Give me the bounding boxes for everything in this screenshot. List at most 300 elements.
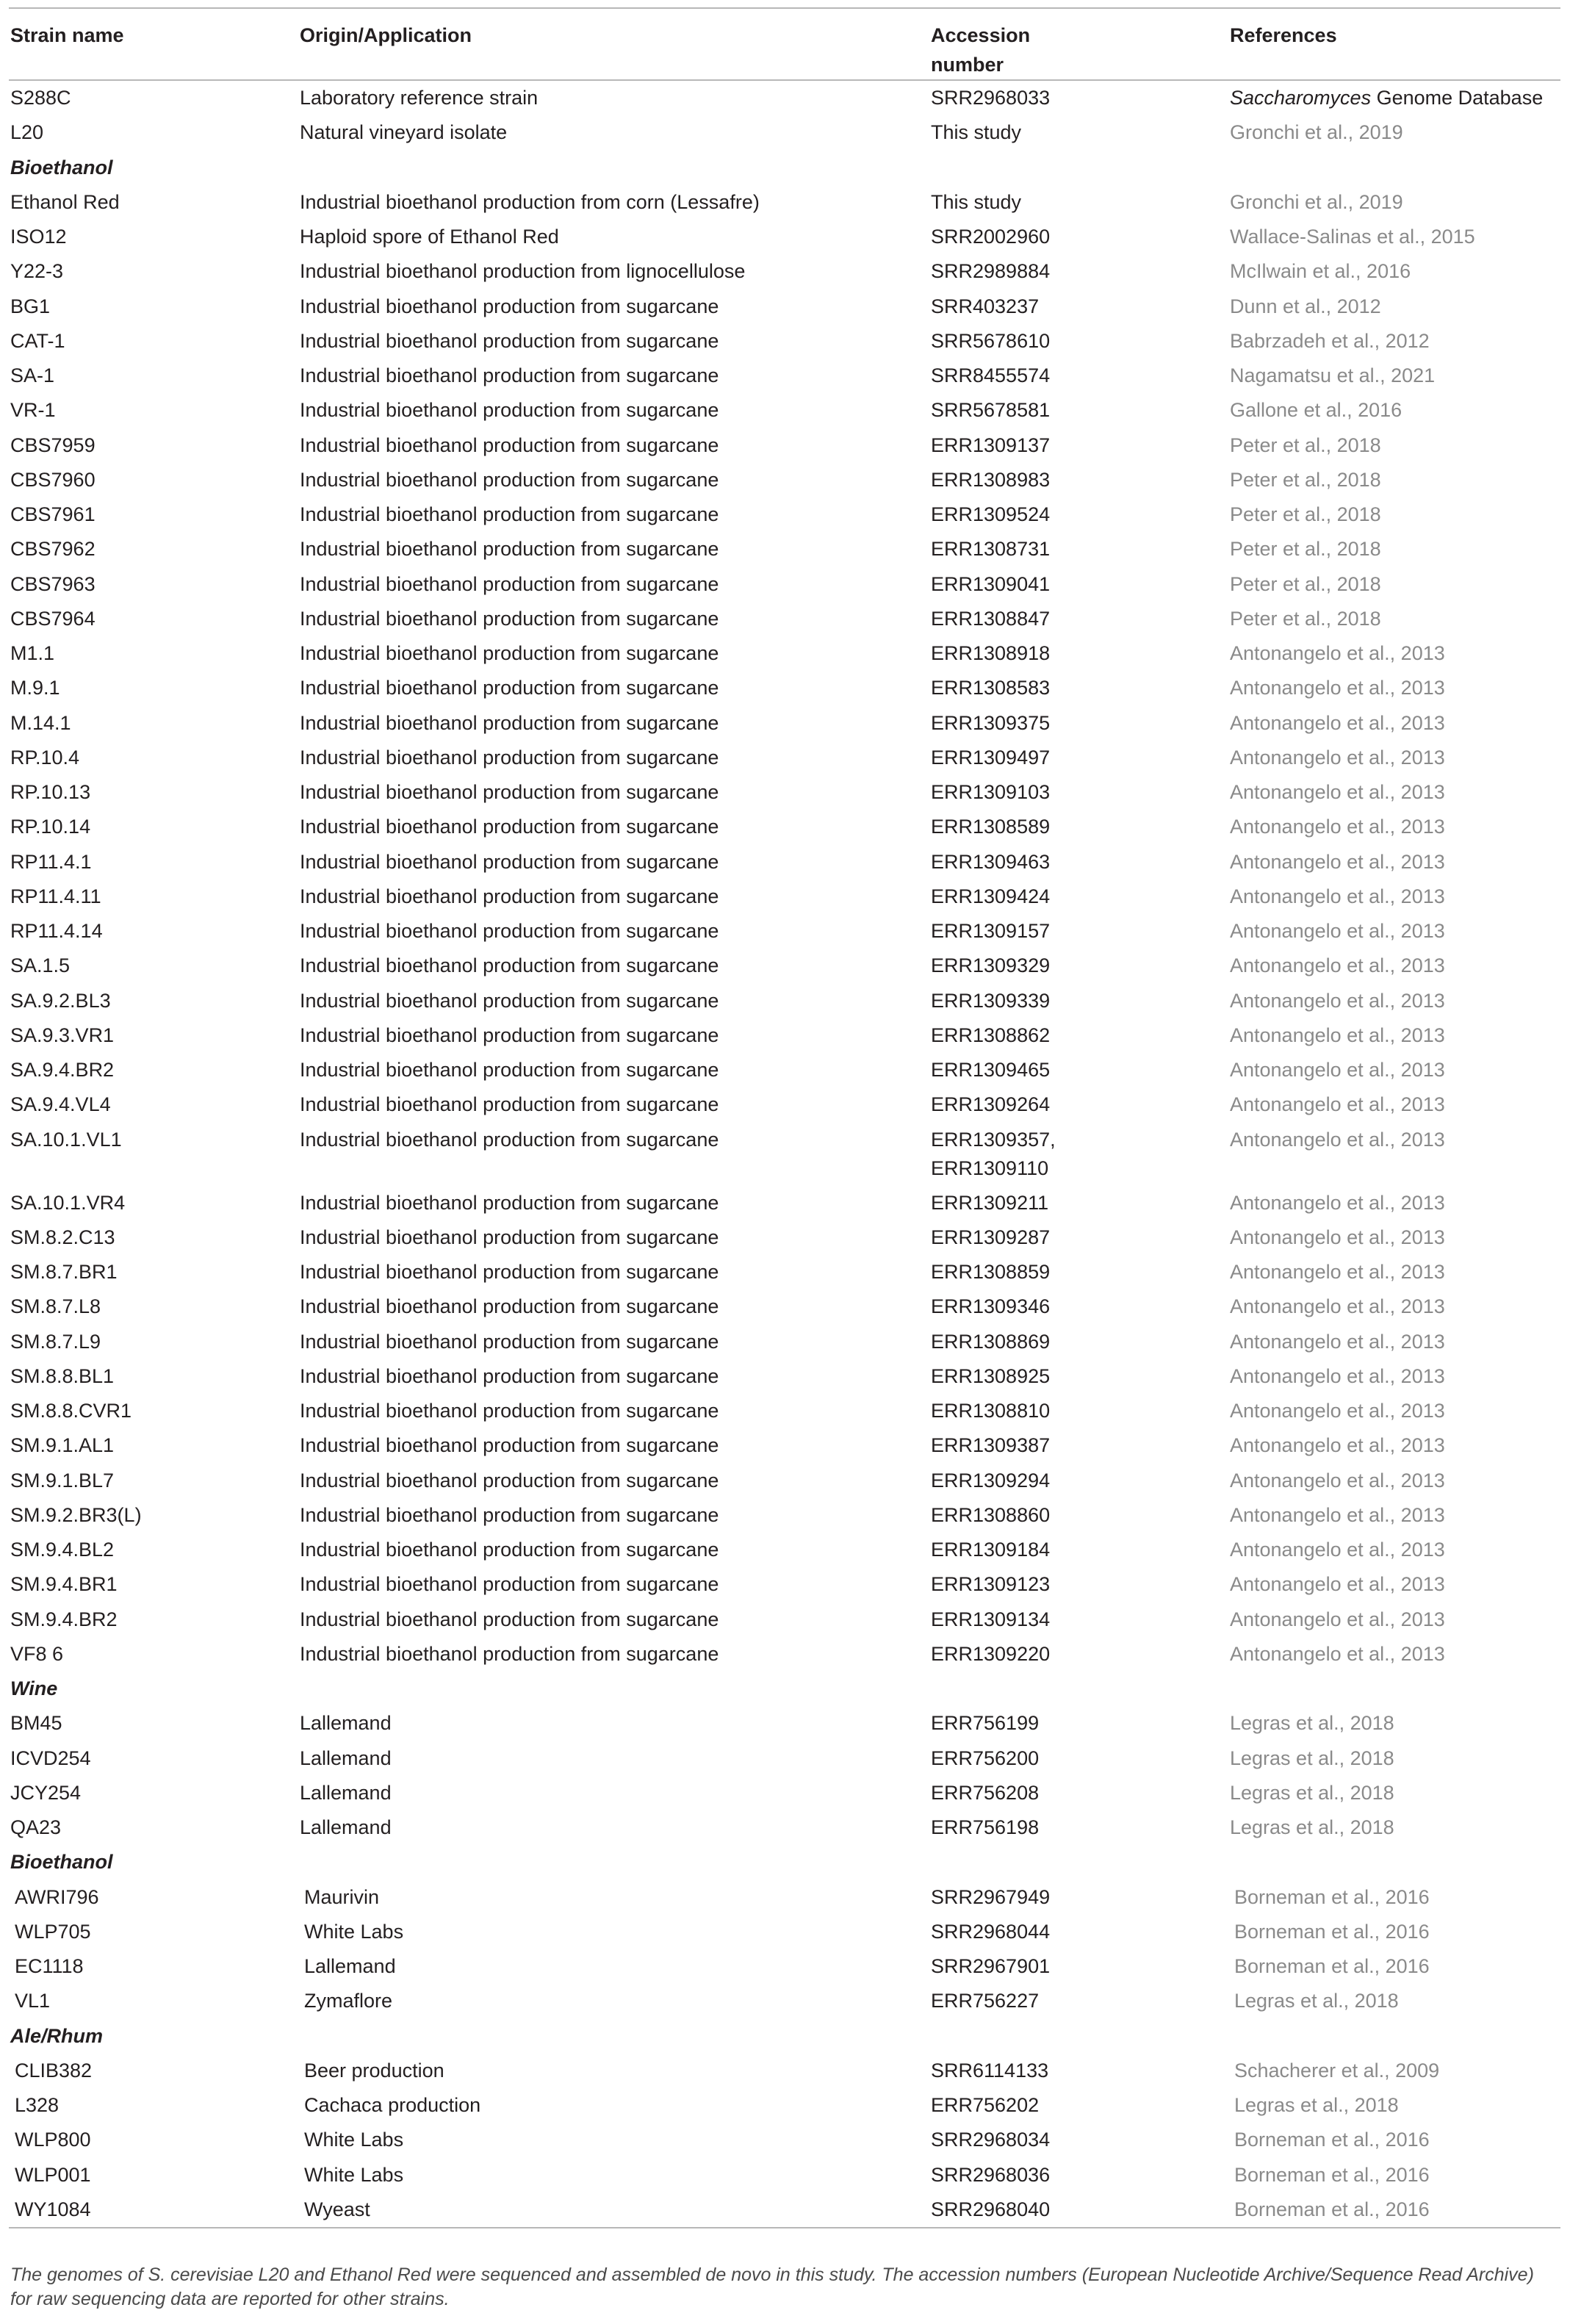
reference-cell: Peter et al., 2018	[1230, 538, 1381, 561]
table-row	[9, 324, 1560, 359]
strain-name-cell: CBS7959	[10, 433, 96, 456]
section-heading-label: Wine	[10, 1677, 58, 1699]
origin-cell: White Labs	[304, 1920, 404, 1943]
strain-name-cell: CBS7963	[10, 572, 96, 595]
strain-name-cell: SM.9.2.BR3(L)	[10, 1503, 142, 1526]
section-heading	[9, 1845, 1560, 1879]
table-row	[9, 671, 1560, 705]
accession-cell: ERR1309264	[931, 1093, 1051, 1116]
accession-cell: SRR2968034	[931, 2129, 1051, 2151]
table-row	[9, 463, 1560, 497]
strain-name-cell: SM.9.4.BL2	[10, 1539, 115, 1561]
reference-cell: Antonangelo et al., 2013	[1230, 954, 1445, 977]
origin-cell: Industrial bioethanol production from corn (Lessafre)	[300, 190, 760, 213]
reference-cell: Antonangelo et al., 2013	[1230, 1226, 1445, 1248]
strain-name-cell: L328	[15, 2094, 60, 2116]
origin-cell: Industrial bioethanol production from sugarcane	[300, 1024, 719, 1046]
accession-cell: This study	[931, 121, 1022, 144]
origin-cell: Industrial bioethanol production from sugarcane	[300, 1226, 719, 1248]
table-bottom-rule	[9, 2227, 1560, 2228]
origin-cell: Industrial bioethanol production from sugarcane	[300, 1261, 719, 1283]
origin-cell: Industrial bioethanol production from sugarcane	[300, 1608, 719, 1630]
accession-cell: ERR1309123	[931, 1573, 1051, 1596]
table-row	[9, 1602, 1560, 1637]
reference-cell: Antonangelo et al., 2013	[1230, 781, 1445, 803]
origin-cell: Lallemand	[304, 1955, 396, 1977]
table-body	[9, 81, 1560, 2227]
strain-name-cell: Ethanol Red	[10, 190, 120, 213]
origin-cell: Industrial bioethanol production from sugarcane	[300, 538, 719, 561]
strain-name-cell: SM.8.8.BL1	[10, 1364, 115, 1387]
section-heading-label: Ale/Rhum	[10, 2024, 104, 2047]
origin-cell: Industrial bioethanol production from sugarcane	[300, 989, 719, 1012]
accession-cell: ERR1309041	[931, 572, 1051, 595]
origin-cell: Industrial bioethanol production from sugarcane	[300, 295, 719, 317]
accession-cell: ERR1309424	[931, 885, 1051, 907]
reference-cell: Antonangelo et al., 2013	[1230, 1295, 1445, 1318]
strain-name-cell: M.14.1	[10, 711, 71, 734]
accession-cell: ERR1309497	[931, 746, 1051, 769]
table-row	[9, 2054, 1560, 2088]
reference-cell: Babrzadeh et al., 2012	[1230, 329, 1430, 352]
table-row	[9, 1255, 1560, 1289]
origin-cell: Lallemand	[300, 1816, 392, 1838]
reference-cell: Antonangelo et al., 2013	[1230, 1539, 1445, 1561]
table-row	[9, 1428, 1560, 1463]
reference-cell: Gallone et al., 2016	[1230, 399, 1402, 422]
section-heading	[9, 151, 1560, 185]
accession-cell: ERR1309211	[931, 1191, 1049, 1214]
reference-cell: Antonangelo et al., 2013	[1230, 746, 1445, 769]
origin-cell: Industrial bioethanol production from sugarcane	[300, 572, 719, 595]
reference-cell: Borneman et al., 2016	[1234, 2129, 1430, 2151]
strain-name-cell: RP11.4.1	[10, 850, 92, 873]
accession-cell: SRR8455574	[931, 364, 1051, 386]
origin-cell: Industrial bioethanol production from sugarcane	[300, 468, 719, 491]
reference-italic-text: Saccharomyces	[1230, 87, 1372, 109]
strain-name-cell: ISO12	[10, 226, 67, 248]
accession-cell: ERR1309339	[931, 989, 1051, 1012]
reference-cell: Dunn et al., 2012	[1230, 295, 1381, 317]
table-row	[9, 1706, 1560, 1741]
strain-name-cell: BM45	[10, 1712, 62, 1735]
reference-cell: Antonangelo et al., 2013	[1230, 677, 1445, 699]
strain-name-cell: RP.10.14	[10, 816, 91, 838]
strain-name-cell: WLP705	[15, 1920, 91, 1943]
strain-name-cell: SM.8.7.BR1	[10, 1261, 118, 1283]
table-row	[9, 1776, 1560, 1810]
reference-cell: Antonangelo et al., 2013	[1230, 1608, 1445, 1630]
table-row	[9, 393, 1560, 428]
table-row	[9, 1087, 1560, 1122]
reference-cell: Antonangelo et al., 2013	[1230, 850, 1445, 873]
origin-cell: Industrial bioethanol production from sugarcane	[300, 781, 719, 803]
accession-cell: ERR1308862	[931, 1024, 1051, 1046]
reference-cell: Antonangelo et al., 2013	[1230, 1024, 1445, 1046]
strain-name-cell: M1.1	[10, 642, 55, 664]
accession-cell: SRR2967901	[931, 1955, 1051, 1977]
origin-cell: Industrial bioethanol production from sugarcane	[300, 746, 719, 769]
strain-name-cell: SM.8.8.CVR1	[10, 1400, 132, 1422]
origin-cell: Industrial bioethanol production from sugarcane	[300, 1573, 719, 1596]
reference-cell: Antonangelo et al., 2013	[1230, 642, 1445, 664]
origin-cell: Industrial bioethanol production from lignocellulose	[300, 260, 746, 283]
section-heading	[9, 1672, 1560, 1706]
accession-cell: ERR756227	[931, 1990, 1040, 2012]
accession-cell: ERR756200	[931, 1746, 1040, 1769]
strain-name-cell: SA.10.1.VR4	[10, 1191, 126, 1214]
table-row	[9, 1394, 1560, 1428]
accession-cell: ERR1308869	[931, 1330, 1051, 1353]
reference-cell: Antonangelo et al., 2013	[1230, 1400, 1445, 1422]
strain-name-cell: SM.9.4.BR2	[10, 1608, 118, 1630]
origin-cell: Industrial bioethanol production from sugarcane	[300, 1093, 719, 1116]
accession-cell: ERR1308925	[931, 1364, 1051, 1387]
accession-cell: This study	[931, 190, 1022, 213]
table-row	[9, 1018, 1560, 1053]
origin-cell: Industrial bioethanol production from sugarcane	[300, 1539, 719, 1561]
origin-cell: Beer production	[304, 2059, 444, 2082]
reference-cell: Antonangelo et al., 2013	[1230, 1573, 1445, 1596]
strain-name-cell: BG1	[10, 295, 51, 317]
table-row	[9, 1053, 1560, 1087]
origin-cell: Industrial bioethanol production from sugarcane	[300, 677, 719, 699]
origin-cell: Industrial bioethanol production from sugarcane	[300, 1642, 719, 1665]
accession-cell: ERR1309329	[931, 954, 1051, 977]
origin-cell: Industrial bioethanol production from sugarcane	[300, 920, 719, 942]
strain-name-cell: SA.9.4.BR2	[10, 1059, 115, 1081]
strain-name-cell: WLP800	[15, 2129, 91, 2151]
origin-cell: Industrial bioethanol production from sugarcane	[300, 885, 719, 907]
table-row	[9, 810, 1560, 844]
strain-name-cell: ICVD254	[10, 1746, 91, 1769]
reference-cell: Schacherer et al., 2009	[1234, 2059, 1440, 2082]
table-footnote: The genomes of S. cerevisiae L20 and Ethanol Red were sequenced and assembled de novo in this study. The accession numbers (European Nucleotide Archive/Sequence Read Archive) for raw sequencing data are reported for other strains.	[10, 2264, 1534, 2309]
table-row	[9, 1949, 1560, 1984]
accession-cell: SRR2968040	[931, 2198, 1051, 2220]
accession-cell: ERR1309103	[931, 781, 1051, 803]
origin-cell: Industrial bioethanol production from sugarcane	[300, 1434, 719, 1457]
accession-cell: SRR2967949	[931, 1885, 1051, 1908]
strain-name-cell: SA.9.2.BL3	[10, 989, 111, 1012]
accession-cell: SRR403237	[931, 295, 1040, 317]
strain-name-cell: EC1118	[15, 1955, 84, 1977]
accession-cell: ERR1309287	[931, 1226, 1051, 1248]
reference-cell: Legras et al., 2018	[1234, 2094, 1399, 2116]
table-row	[9, 741, 1560, 775]
reference-cell: Legras et al., 2018	[1234, 1990, 1399, 2012]
strain-name-cell: SM.9.4.BR1	[10, 1573, 118, 1596]
reference-cell: Antonangelo et al., 2013	[1230, 816, 1445, 838]
accession-cell: SRR2002960	[931, 226, 1051, 248]
accession-cell: ERR1308860	[931, 1503, 1051, 1526]
accession-cell: ERR1309157	[931, 920, 1051, 942]
table-row	[9, 2123, 1560, 2157]
strain-name-cell: SA-1	[10, 364, 55, 386]
reference-cell: Antonangelo et al., 2013	[1230, 1059, 1445, 1081]
accession-cell: ERR1308589	[931, 816, 1051, 838]
section-heading-label: Bioethanol	[10, 156, 113, 179]
origin-cell: White Labs	[304, 2163, 404, 2186]
table-row	[9, 1359, 1560, 1394]
origin-cell: Industrial bioethanol production from sugarcane	[300, 816, 719, 838]
origin-cell: Industrial bioethanol production from sugarcane	[300, 364, 719, 386]
strain-name-cell: SM.9.1.BL7	[10, 1469, 115, 1492]
reference-cell: Legras et al., 2018	[1230, 1781, 1394, 1804]
origin-cell: Industrial bioethanol production from sugarcane	[300, 1503, 719, 1526]
table-row	[9, 1810, 1560, 1845]
origin-cell: White Labs	[304, 2129, 404, 2151]
strain-name-cell: JCY254	[10, 1781, 82, 1804]
origin-cell: Industrial bioethanol production from sugarcane	[300, 1191, 719, 1214]
origin-cell: Industrial bioethanol production from sugarcane	[300, 607, 719, 630]
origin-cell: Industrial bioethanol production from sugarcane	[300, 329, 719, 352]
accession-line-2: ERR1309110	[931, 1156, 1049, 1179]
accession-cell: SRR6114133	[931, 2059, 1049, 2082]
accession-cell: SRR5678581	[931, 399, 1051, 422]
strain-name-cell: S288C	[10, 87, 71, 109]
strain-name-cell: CBS7961	[10, 503, 96, 525]
accession-cell: ERR756208	[931, 1781, 1040, 1804]
table-row	[9, 984, 1560, 1018]
origin-cell: Industrial bioethanol production from sugarcane	[300, 954, 719, 977]
strain-name-cell: L20	[10, 121, 44, 144]
table-row	[9, 185, 1560, 220]
table-row	[9, 428, 1560, 463]
origin-cell: Natural vineyard isolate	[300, 121, 508, 144]
table-row	[9, 914, 1560, 949]
accession-cell: ERR756199	[931, 1712, 1040, 1735]
reference-cell: Peter et al., 2018	[1230, 572, 1381, 595]
strain-name-cell: RP.10.4	[10, 746, 80, 769]
origin-cell: Industrial bioethanol production from sugarcane	[300, 1469, 719, 1492]
strain-name-cell: WY1084	[15, 2198, 91, 2220]
reference-cell: Peter et al., 2018	[1230, 433, 1381, 456]
accession-cell	[931, 1123, 1056, 1183]
table-row	[9, 1464, 1560, 1498]
strain-name-cell: SA.9.3.VR1	[10, 1024, 115, 1046]
origin-cell: Industrial bioethanol production from sugarcane	[300, 1330, 719, 1353]
table-row	[9, 115, 1560, 150]
table-row	[9, 602, 1560, 636]
table-row	[9, 1289, 1560, 1324]
strain-name-cell: CBS7964	[10, 607, 96, 630]
table-row	[9, 2158, 1560, 2192]
reference-cell: Antonangelo et al., 2013	[1230, 1434, 1445, 1457]
table-row	[9, 775, 1560, 810]
accession-cell: ERR1309220	[931, 1642, 1051, 1665]
accession-cell: ERR1309137	[931, 433, 1051, 456]
reference-cell: Gronchi et al., 2019	[1230, 121, 1403, 144]
table-row	[9, 1567, 1560, 1602]
strain-name-cell: SM.9.1.AL1	[10, 1434, 115, 1457]
table-row	[9, 845, 1560, 879]
origin-cell: Zymaflore	[304, 1990, 393, 2012]
accession-cell: ERR1308983	[931, 468, 1051, 491]
origin-cell: Industrial bioethanol production from sugarcane	[300, 1295, 719, 1318]
reference-cell: Antonangelo et al., 2013	[1230, 1469, 1445, 1492]
table-row	[9, 2192, 1560, 2227]
accession-cell: SRR2968044	[931, 1920, 1051, 1943]
strain-name-cell: SA.10.1.VL1	[10, 1128, 122, 1151]
reference-cell: Antonangelo et al., 2013	[1230, 1642, 1445, 1665]
accession-cell: ERR1308847	[931, 607, 1051, 630]
section-heading	[9, 2019, 1560, 2054]
origin-cell: Industrial bioethanol production from sugarcane	[300, 850, 719, 873]
table-row	[9, 220, 1560, 254]
header-strain-name: Strain name	[10, 24, 124, 46]
strain-table	[9, 7, 1560, 2228]
reference-cell: Borneman et al., 2016	[1234, 1885, 1430, 1908]
reference-cell: Antonangelo et al., 2013	[1230, 1330, 1445, 1353]
reference-cell: Legras et al., 2018	[1230, 1816, 1394, 1838]
origin-cell: Industrial bioethanol production from sugarcane	[300, 1364, 719, 1387]
accession-cell: ERR756198	[931, 1816, 1040, 1838]
accession-cell: SRR5678610	[931, 329, 1051, 352]
accession-cell: ERR1308731	[931, 538, 1051, 561]
table-row	[9, 1186, 1560, 1220]
table-row	[9, 879, 1560, 914]
reference-cell: Peter et al., 2018	[1230, 503, 1381, 525]
origin-cell: Lallemand	[300, 1712, 392, 1735]
table-row	[9, 1123, 1560, 1186]
strain-name-cell: SM.8.2.C13	[10, 1226, 115, 1248]
table-row	[9, 2088, 1560, 2123]
origin-cell: Laboratory reference strain	[300, 87, 539, 109]
table-row	[9, 1637, 1560, 1672]
origin-cell: Industrial bioethanol production from sugarcane	[300, 1059, 719, 1081]
strain-name-cell: SM.8.7.L8	[10, 1295, 101, 1318]
accession-cell: SRR2968036	[931, 2163, 1051, 2186]
accession-cell: ERR1309294	[931, 1469, 1051, 1492]
accession-cell: SRR2989884	[931, 260, 1051, 283]
table-row	[9, 497, 1560, 532]
accession-cell: ERR1309184	[931, 1539, 1051, 1561]
strain-name-cell: VR-1	[10, 399, 56, 422]
table-row	[9, 532, 1560, 566]
reference-cell: Antonangelo et al., 2013	[1230, 1364, 1445, 1387]
reference-cell: Legras et al., 2018	[1230, 1746, 1394, 1769]
strain-name-cell: QA23	[10, 1816, 62, 1838]
origin-cell: Lallemand	[300, 1781, 392, 1804]
accession-cell: ERR1309465	[931, 1059, 1051, 1081]
strain-name-cell: M.9.1	[10, 677, 60, 699]
strain-name-cell: VL1	[15, 1990, 51, 2012]
strain-name-cell: SA.1.5	[10, 954, 71, 977]
reference-cell: Antonangelo et al., 2013	[1230, 885, 1445, 907]
origin-cell: Lallemand	[300, 1746, 392, 1769]
section-heading-label: Bioethanol	[10, 1851, 113, 1874]
origin-cell: Maurivin	[304, 1885, 380, 1908]
accession-line-1: ERR1309357,	[931, 1128, 1056, 1151]
reference-cell: Antonangelo et al., 2013	[1230, 711, 1445, 734]
reference-cell: Peter et al., 2018	[1230, 607, 1381, 630]
reference-cell: Borneman et al., 2016	[1234, 1955, 1430, 1977]
strain-name-cell: RP.10.13	[10, 781, 91, 803]
reference-cell: McIlwain et al., 2016	[1230, 260, 1411, 283]
reference-cell: Antonangelo et al., 2013	[1230, 920, 1445, 942]
table-row	[9, 289, 1560, 324]
reference-cell	[1230, 81, 1543, 115]
accession-cell: ERR1308918	[931, 642, 1051, 664]
table-row	[9, 1984, 1560, 2018]
strain-name-cell: AWRI796	[15, 1885, 99, 1908]
table-row	[9, 81, 1560, 115]
reference-cell: Peter et al., 2018	[1230, 468, 1381, 491]
accession-cell: ERR1309524	[931, 503, 1051, 525]
table-row	[9, 1533, 1560, 1567]
origin-cell: Industrial bioethanol production from sugarcane	[300, 642, 719, 664]
accession-cell: ERR1309387	[931, 1434, 1051, 1457]
table-row	[9, 636, 1560, 671]
strain-name-cell: SM.8.7.L9	[10, 1330, 101, 1353]
reference-cell: Legras et al., 2018	[1230, 1712, 1394, 1735]
reference-cell: Wallace-Salinas et al., 2015	[1230, 226, 1475, 248]
accession-cell: ERR1309463	[931, 850, 1051, 873]
reference-cell: Gronchi et al., 2019	[1230, 190, 1403, 213]
origin-cell: Industrial bioethanol production from sugarcane	[300, 503, 719, 525]
reference-cell: Borneman et al., 2016	[1234, 2163, 1430, 2186]
origin-cell: Cachaca production	[304, 2094, 481, 2116]
table-row	[9, 1498, 1560, 1533]
strain-name-cell: CBS7960	[10, 468, 96, 491]
table-row	[9, 359, 1560, 393]
reference-cell: Borneman et al., 2016	[1234, 2198, 1430, 2220]
accession-cell: ERR756202	[931, 2094, 1040, 2116]
reference-cell: Antonangelo et al., 2013	[1230, 1128, 1445, 1151]
strain-name-cell: CBS7962	[10, 538, 96, 561]
table-row	[9, 1915, 1560, 1949]
accession-cell: ERR1309134	[931, 1608, 1051, 1630]
reference-text: Genome Database	[1371, 87, 1544, 109]
accession-cell: ERR1309375	[931, 711, 1051, 734]
accession-cell: ERR1308810	[931, 1400, 1051, 1422]
accession-cell: SRR2968033	[931, 87, 1051, 109]
accession-cell: ERR1308859	[931, 1261, 1051, 1283]
strain-name-cell: VF8 6	[10, 1642, 64, 1665]
table-row	[9, 1220, 1560, 1255]
strain-name-cell: RP11.4.11	[10, 885, 101, 907]
header-accession-number: Accession number	[931, 24, 1031, 76]
reference-cell: Nagamatsu et al., 2021	[1230, 364, 1436, 386]
reference-cell: Antonangelo et al., 2013	[1230, 989, 1445, 1012]
reference-cell: Antonangelo et al., 2013	[1230, 1503, 1445, 1526]
table-row	[9, 1880, 1560, 1915]
header-references: References	[1230, 24, 1337, 46]
origin-cell: Industrial bioethanol production from sugarcane	[300, 1400, 719, 1422]
strain-name-cell: CLIB382	[15, 2059, 93, 2082]
header-origin-application: Origin/Application	[300, 24, 472, 46]
table-row	[9, 1741, 1560, 1776]
origin-cell: Industrial bioethanol production from sugarcane	[300, 711, 719, 734]
strain-name-cell: CAT-1	[10, 329, 65, 352]
table-row	[9, 706, 1560, 741]
strain-name-cell: WLP001	[15, 2163, 91, 2186]
table-row	[9, 254, 1560, 289]
accession-cell: ERR1308583	[931, 677, 1051, 699]
accession-cell: ERR1309346	[931, 1295, 1051, 1318]
origin-cell: Industrial bioethanol production from sugarcane	[300, 399, 719, 422]
reference-cell: Antonangelo et al., 2013	[1230, 1093, 1445, 1116]
origin-cell: Haploid spore of Ethanol Red	[300, 226, 559, 248]
origin-cell: Wyeast	[304, 2198, 370, 2220]
table-row	[9, 949, 1560, 983]
reference-cell: Antonangelo et al., 2013	[1230, 1191, 1445, 1214]
strain-name-cell: RP11.4.14	[10, 920, 103, 942]
table-header	[9, 9, 1560, 79]
reference-cell: Borneman et al., 2016	[1234, 1920, 1430, 1943]
strain-name-cell: SA.9.4.VL4	[10, 1093, 111, 1116]
